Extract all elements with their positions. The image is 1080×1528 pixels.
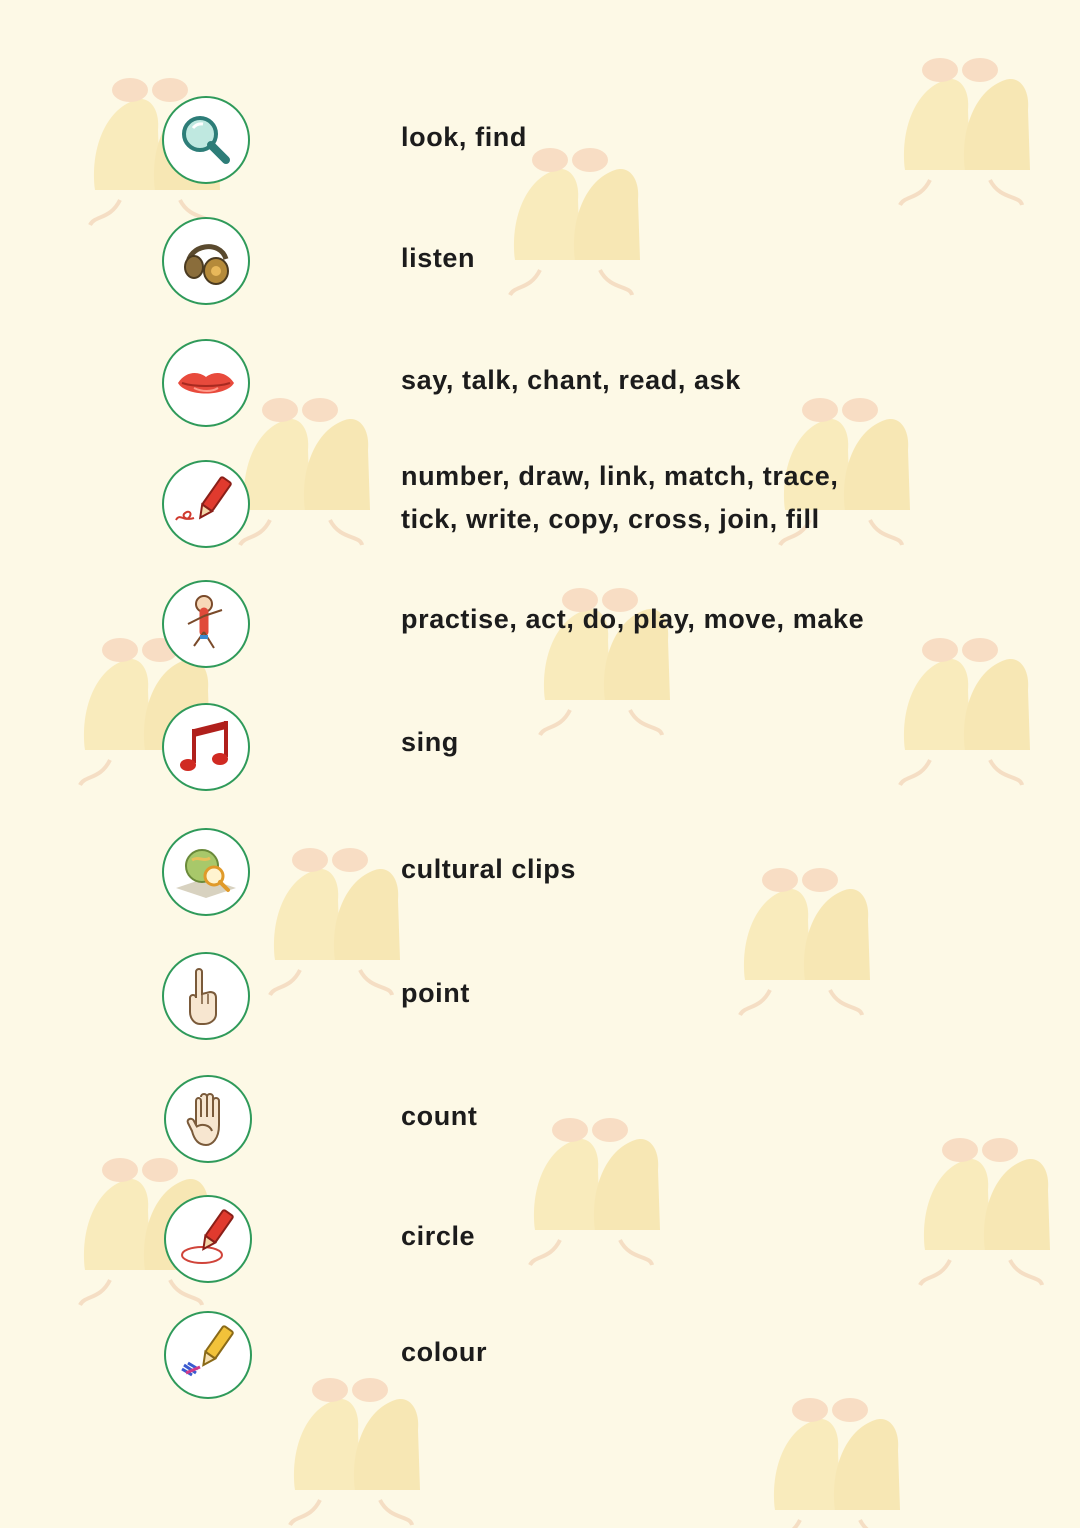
instruction-label: say, talk, chant, read, ask	[401, 365, 741, 395]
icon-circle	[162, 460, 250, 548]
instruction-label: colour	[401, 1337, 488, 1367]
counting-hand-icon	[166, 1077, 250, 1161]
icon-circle	[164, 1195, 252, 1283]
globe-magnifier-icon	[164, 830, 248, 914]
instruction-label: point	[401, 978, 470, 1008]
instruction-label: listen	[401, 243, 476, 273]
icon-circle	[162, 828, 250, 916]
instruction-label: cultural clips	[401, 854, 576, 884]
dancing-child-icon	[164, 582, 248, 666]
instruction-label-line-2: tick, write, copy, cross, join, fill	[401, 504, 820, 534]
icon-circle	[162, 952, 250, 1040]
crayon-colour-icon	[166, 1313, 250, 1397]
pencil-writing-icon	[164, 462, 248, 546]
pencil-circle-icon	[166, 1197, 250, 1281]
instruction-label: count	[401, 1101, 478, 1131]
icon-circle	[162, 217, 250, 305]
icon-circle	[164, 1075, 252, 1163]
instruction-label: look, find	[401, 122, 527, 152]
icon-circle	[162, 580, 250, 668]
magnifying-glass-icon	[164, 98, 248, 182]
instruction-label: circle	[401, 1221, 476, 1251]
instruction-label: sing	[401, 727, 459, 757]
icon-circle	[162, 96, 250, 184]
lips-icon	[164, 341, 248, 425]
icon-circle	[162, 703, 250, 791]
pointing-hand-icon	[164, 954, 248, 1038]
instruction-label: practise, act, do, play, move, make	[401, 604, 865, 634]
headphones-icon	[164, 219, 248, 303]
instruction-label-line-1: number, draw, link, match, trace,	[401, 461, 839, 491]
icon-circle	[162, 339, 250, 427]
icon-circle	[164, 1311, 252, 1399]
music-note-icon	[164, 705, 248, 789]
